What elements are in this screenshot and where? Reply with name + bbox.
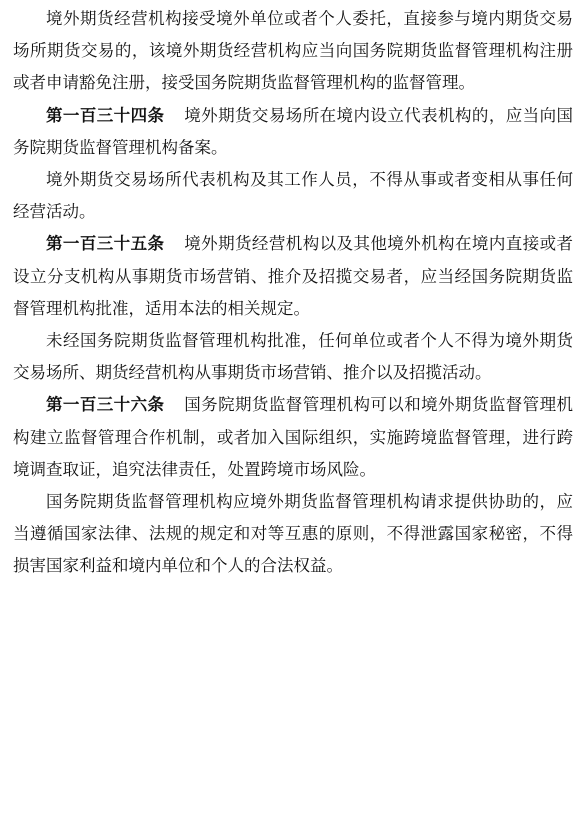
article-136 [13, 389, 573, 486]
article-135-text: 境外期货经营机构以及其他境外机构在境内直接或者设立分支机构从事期货市场营销、推介及招揽交易者，应当经国务院期货监督管理机构批准，适用本法的相关规定。 [13, 234, 574, 318]
document-page [13, 3, 573, 583]
article-134-text: 境外期货交易场所在境内设立代表机构的，应当向国务院期货监督管理机构备案。 [13, 105, 574, 157]
paragraph-7-text: 国务院期货监督管理机构应境外期货监督管理机构请求提供协助的，应当遵循国家法律、法规的规定和对等互惠的原则，不得泄露国家秘密，不得损害国家利益和境内单位和个人的合法权益。 [13, 492, 573, 576]
paragraph-3-text: 境外期货交易场所代表机构及其工作人员，不得从事或者变相从事任何经营活动。 [13, 170, 573, 222]
paragraph-1 [13, 3, 573, 100]
paragraph-3 [13, 164, 573, 228]
paragraph-5 [13, 325, 573, 389]
paragraph-5-text: 未经国务院期货监督管理机构批准，任何单位或者个人不得为境外期货交易场所、期货经营机构从事期货市场营销、推介以及招揽活动。 [13, 331, 573, 383]
article-135-heading: 第一百三十五条 [46, 234, 165, 254]
article-136-text: 国务院期货监督管理机构可以和境外期货监督管理机构建立监督管理合作机制，或者加入国际组织，实施跨境监督管理，进行跨境调查取证，追究法律责任，处置跨境市场风险。 [13, 395, 574, 479]
article-136-heading: 第一百三十六条 [46, 395, 165, 415]
paragraph-1-text: 境外期货经营机构接受境外单位或者个人委托，直接参与境内期货交易场所期货交易的，该境外期货经营机构应当向国务院期货监督管理机构注册或者申请豁免注册，接受国务院期货监督管理机构的监督管理。 [13, 9, 573, 93]
article-134-heading: 第一百三十四条 [46, 105, 165, 125]
paragraph-7 [13, 486, 573, 583]
article-135 [13, 228, 573, 325]
article-134 [13, 100, 573, 164]
